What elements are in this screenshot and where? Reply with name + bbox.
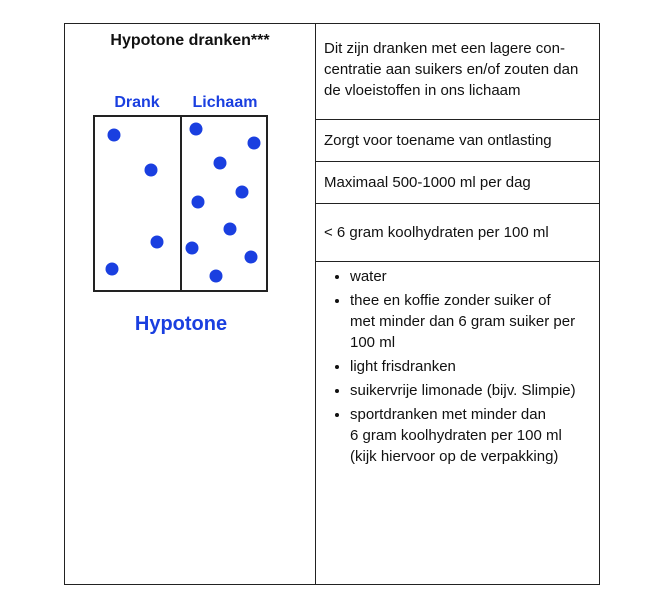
list-item: • suikervrije limonade (bijv. Slimpie) xyxy=(350,380,591,401)
hypotonic-diagram xyxy=(92,86,270,346)
dot xyxy=(186,242,199,255)
list-item: • sportdranken met minder dan 6 gram koolhydraten per 100 ml (kijk hiervoor op de verpakking) xyxy=(350,404,591,467)
right-column xyxy=(316,24,599,584)
carbs-text: < 6 gram koolhydraten per 100 ml xyxy=(324,224,549,241)
diagram-caption: Hypotone xyxy=(134,313,228,335)
examples-list xyxy=(324,266,591,467)
dot xyxy=(236,186,249,199)
list-item: • light frisdranken xyxy=(350,356,591,377)
definition-line: de vloeistoffen in ons lichaam xyxy=(324,82,521,99)
dot xyxy=(190,123,203,136)
examples-cell xyxy=(316,262,599,584)
definition-cell xyxy=(316,24,599,120)
dot xyxy=(214,157,227,170)
left-column xyxy=(65,24,316,584)
dot xyxy=(106,263,119,276)
label-lichaam: Lichaam xyxy=(192,94,258,111)
dot xyxy=(210,270,223,283)
label-drank: Drank xyxy=(114,94,160,111)
dot xyxy=(192,196,205,209)
list-item: • thee en koffie zonder suiker of met minder dan 6 gram suiker per 100 ml xyxy=(350,290,591,353)
dot xyxy=(245,251,258,264)
solute-dots xyxy=(106,123,261,283)
effect-text: Zorgt voor toename van ontlasting xyxy=(324,132,552,149)
carbs-cell xyxy=(316,204,599,262)
definition-line: centratie aan suikers en/of zouten dan xyxy=(324,61,579,78)
dot xyxy=(145,164,158,177)
max-amount-cell xyxy=(316,162,599,204)
definition-line: Dit zijn dranken met een lagere con- xyxy=(324,40,565,57)
max-amount-text: Maximaal 500-1000 ml per dag xyxy=(324,174,531,191)
dot xyxy=(108,129,121,142)
drink-type-title: Hypotone dranken*** xyxy=(110,32,270,49)
dot xyxy=(224,223,237,236)
effect-cell xyxy=(316,120,599,162)
info-table xyxy=(64,23,600,585)
dot xyxy=(151,236,164,249)
dot xyxy=(248,137,261,150)
list-item: • water xyxy=(350,266,591,287)
